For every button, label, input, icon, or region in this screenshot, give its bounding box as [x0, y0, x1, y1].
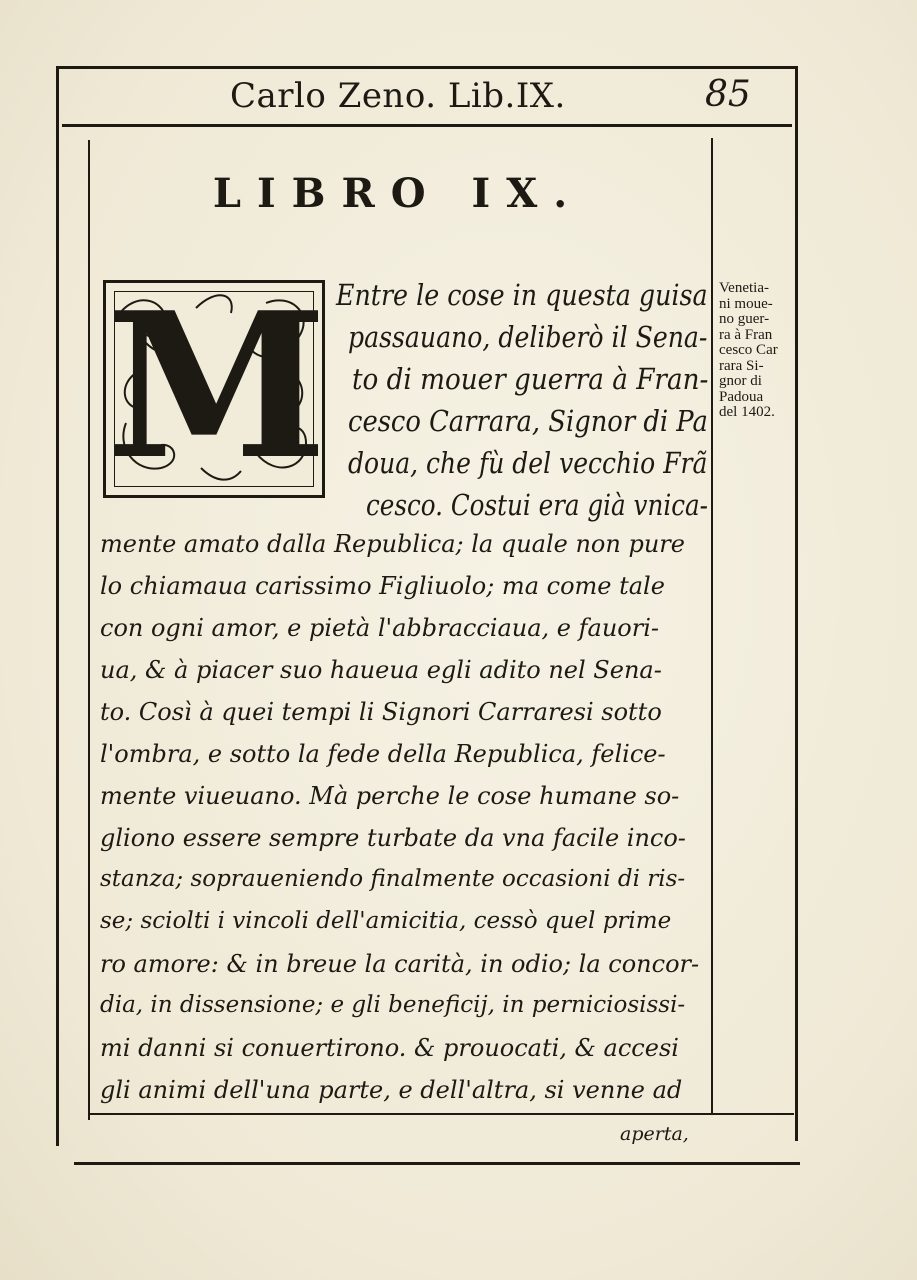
text-line: Entre le cose in questa guisa [336, 278, 708, 312]
inner-left-rule [88, 140, 90, 1120]
folio-number: 85 [705, 74, 751, 115]
outer-right-rule [795, 66, 798, 1141]
marginal-note [719, 281, 794, 421]
decorated-initial [103, 269, 328, 504]
outer-left-rule [56, 66, 59, 1146]
running-header [60, 70, 795, 126]
initial-letter: M [106, 269, 328, 504]
text-line: lo chiamaua carissimo Figliuolo; ma come tale [100, 572, 665, 600]
text-bottom-rule [88, 1113, 794, 1115]
text-line: mente viueuano. Mà perche le cose humane so- [100, 782, 680, 810]
margin-note-line: no guer- [719, 311, 770, 327]
text-line: stanza; sopraueniendo finalmente occasioni di ris- [100, 866, 686, 892]
margin-note-line: ni moue- [719, 295, 773, 312]
margin-note-line: ra à Fran [719, 326, 773, 343]
text-line: cesco Carrara, Signor di Pa [348, 404, 708, 438]
text-line: mi danni si conuertirono. & prouocati, & accesi [100, 1034, 679, 1062]
text-line: cesco. Costui era già vnica- [366, 488, 709, 522]
margin-note-line: rara Si- [719, 357, 764, 374]
text-line: passauano, deliberò il Sena- [348, 320, 708, 354]
text-line: ro amore: & in breue la carità, in odio; la concor- [100, 950, 700, 978]
margin-note-line: del 1402. [719, 404, 775, 420]
catchword: aperta, [620, 1123, 689, 1145]
header-top-rule [58, 66, 796, 69]
text-right-rule [711, 138, 713, 1113]
text-line: to. Così à quei tempi li Signori Carraresi sotto [100, 698, 662, 726]
margin-note-line: gnor di [719, 373, 762, 389]
margin-note-line: Venetia- [719, 280, 769, 296]
text-line: doua, che fù del vecchio Frã [348, 446, 708, 480]
margin-note-line: cesco Car [719, 342, 778, 358]
outer-bottom-rule [74, 1162, 800, 1165]
text-line: to di mouer guerra à Fran- [352, 362, 709, 396]
running-title: Carlo Zeno. Lib.IX. [230, 76, 566, 116]
text-line: dia, in dissensione; e gli beneficij, in perniciosissi- [100, 992, 686, 1018]
text-line: gliono essere sempre turbate da vna facile inco- [100, 824, 686, 852]
text-line: gli animi dell'una parte, e dell'altra, si venne ad [100, 1076, 683, 1104]
text-line: se; sciolti i vincoli dell'amicitia, cessò quel prime [100, 908, 672, 934]
book-heading: LIBRO IX. [212, 170, 584, 217]
text-line: ua, & à piacer suo haueua egli adito nel Sena- [100, 656, 662, 684]
margin-note-line: Padoua [719, 388, 764, 405]
text-line: mente amato dalla Republica; la quale non pure [100, 530, 685, 558]
text-line: l'ombra, e sotto la fede della Republica, felice- [100, 740, 666, 768]
text-line: con ogni amor, e pietà l'abbracciaua, e fauori- [100, 614, 659, 642]
